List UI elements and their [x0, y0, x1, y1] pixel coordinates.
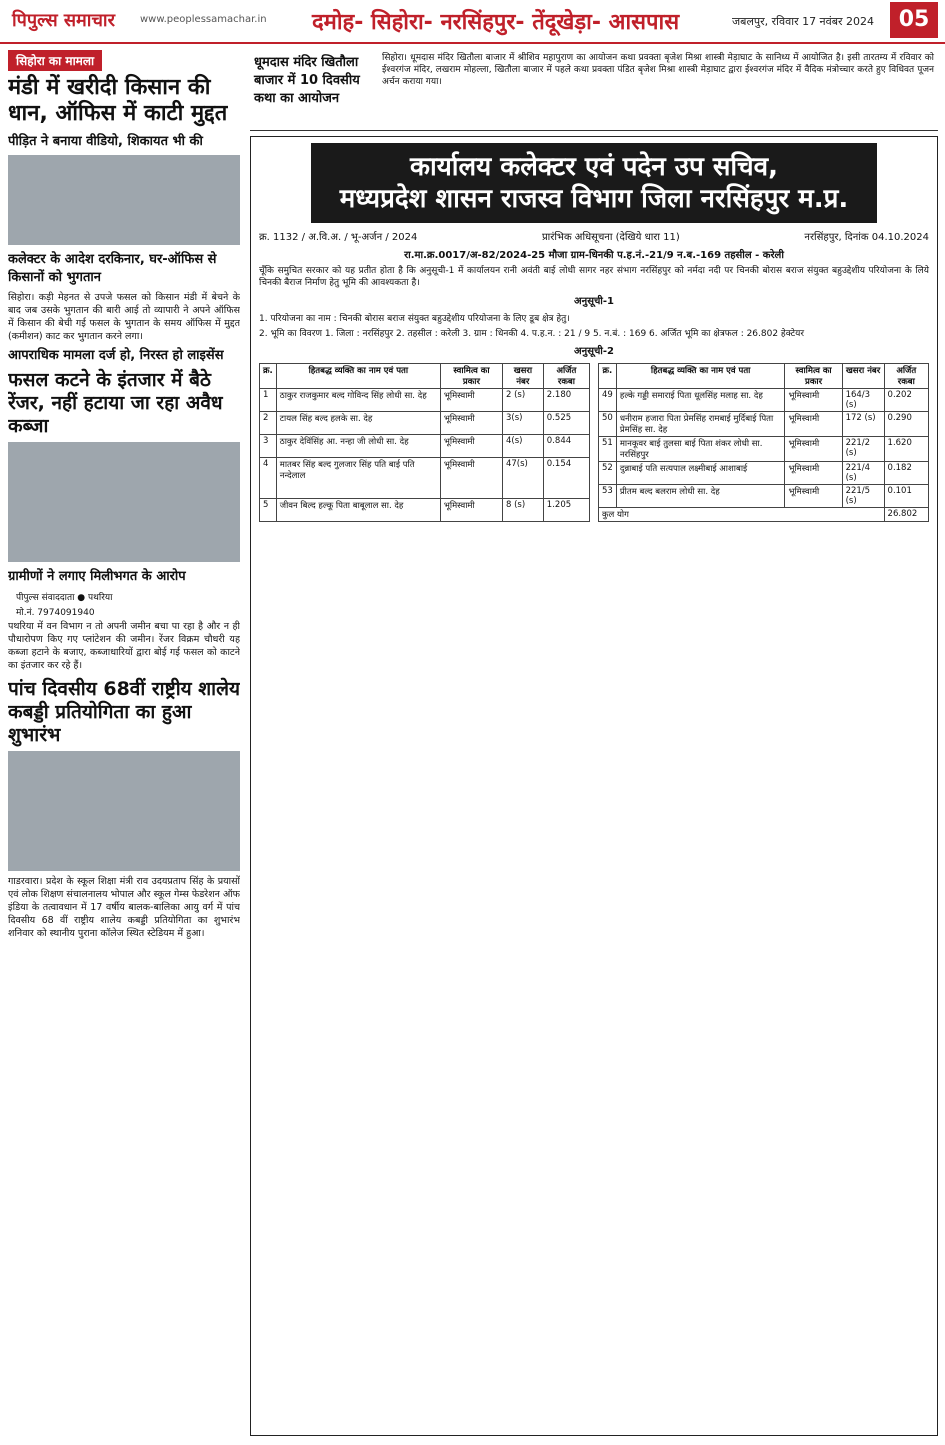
- table-cell: 0.182: [884, 462, 928, 485]
- notice-ref: क्र. 1132 / अ.वि.अ. / भू-अर्जन / 2024: [259, 232, 418, 243]
- table-cell: 2.180: [543, 389, 589, 412]
- table-cell: 2: [260, 411, 277, 434]
- temple-title: धूमदास मंदिर खितौला बाजार में 10 दिवसीय कथा का आयोजन: [254, 55, 360, 106]
- table-cell: जीवन बिल्द हल्कू पिता बाबूलाल सा. देह: [276, 499, 440, 522]
- table-cell: मानकूवर बाई तुलसा बाई पिता शंकर लोधी सा. नरसिंहपुर: [616, 437, 785, 462]
- table-cell: मातबर सिंह बल्द गुलजार सिंह पति बाई पति नन्देलाल: [276, 457, 440, 498]
- page-number: 05: [890, 2, 938, 38]
- table-cell: 221/5 (s): [842, 485, 884, 508]
- table-cell: 164/3 (s): [842, 389, 884, 412]
- table-cell: हल्के गड्डी समाराई पिता धूलसिंह मलाह सा. देह: [616, 389, 785, 412]
- land-line: 2. भूमि का विवरण 1. जिला : नरसिंहपुर 2. तहसील : करेली 3. ग्राम : धिनकी 4. प.ह.न. : 21 / 9 5. न.बं. : 169 6. अर्जित भूमि का क्षेत्रफल : 26.802 हेक्टेयर: [259, 329, 805, 339]
- schedule-tables: [251, 363, 937, 522]
- table-cell: 52: [599, 462, 617, 485]
- table-cell: भूमिस्वामी: [785, 389, 842, 412]
- table-cell: 0.202: [884, 389, 928, 412]
- notice-place-date: नरसिंहपुर, दिनांक 04.10.2024: [804, 232, 929, 243]
- table-cell: 0.525: [543, 411, 589, 434]
- section-title: दमोह- सिहोरा- नरसिंहपुर- तेंदूखेड़ा- आसपास: [312, 10, 680, 35]
- total-row: [599, 508, 929, 522]
- table-cell: 47(s): [502, 457, 543, 498]
- table-row: [260, 499, 590, 522]
- table-row: [599, 437, 929, 462]
- table-cell: भूमिस्वामी: [440, 457, 502, 498]
- table-cell: भूमिस्वामी: [785, 412, 842, 437]
- story3-headline: पांच दिवसीय 68वीं राष्ट्रीय शालेय कबड्डी प्रतियोगिता का हुआ शुभारंभ: [8, 678, 240, 746]
- col-header: स्वामित्व का प्रकार: [785, 364, 842, 389]
- notice-title-banner: [311, 143, 877, 223]
- temple-body: सिहोरा। धूमदास मंदिर खितौला बाजार में श्रीशिव महापुराण का आयोजन कथा प्रवक्ता बृजेश मिश्रा शास्त्री मेड़ाघाट के सानिध्य में आयोजित है। इसी तारतम्य में रविवार को ईश्वरगंज मंदिर, लखराम मोहल्ला, खितौला बाजार में पहले कथा प्रवक्ता पंडित बृजेश मिश्रा शास्त्री मेड़ाघाट द्वारा ईश्वरगंज मंदिर में वैदिक मंत्रोच्चार करते हुए विधिवत पूजन अर्चन कराया गया।: [382, 53, 934, 87]
- col-header: क्र.: [260, 364, 277, 389]
- table-cell: भूमिस्वामी: [440, 389, 502, 412]
- col-header: हितबद्ध व्यक्ति का नाम एवं पता: [616, 364, 785, 389]
- table-cell: 8 (s): [502, 499, 543, 522]
- table-cell: धनीराम हजारा पिता प्रेमसिंह रामबाई मुर्दिबाई पिता प्रेमसिंह सा. देह: [616, 412, 785, 437]
- table-cell: 4(s): [502, 434, 543, 457]
- story2-headline: फसल कटने के इंतजार में बैठे रेंजर, नहीं हटाया जा रहा अवैध कब्जा: [8, 369, 223, 437]
- story3-photo: [8, 751, 240, 871]
- story1-tag: सिहोरा का मामला: [8, 50, 102, 71]
- schedule1-label: अनुसूची-1: [574, 296, 614, 307]
- table-cell: 2 (s): [502, 389, 543, 412]
- left-column: [8, 50, 240, 1435]
- table-cell: प्रीतम बल्द बलराम लोधी सा. देह: [616, 485, 785, 508]
- story2-byline: पीपुल्स संवाददाता ● पथरिया: [16, 593, 113, 603]
- table-row: [599, 389, 929, 412]
- story1-subhead: पीड़ित ने बनाया वीडियो, शिकायत भी की: [8, 134, 203, 149]
- table-cell: 4: [260, 457, 277, 498]
- table-row: [599, 485, 929, 508]
- table-cell: 53: [599, 485, 617, 508]
- table-cell: ठाकुर राजकुमार बल्द गोविन्द सिंह लोधी सा. देह: [276, 389, 440, 412]
- table-cell: 3: [260, 434, 277, 457]
- table-row: [599, 462, 929, 485]
- table-row: [260, 434, 590, 457]
- schedule2-label: अनुसूची-2: [574, 346, 614, 357]
- table-cell: 172 (s): [842, 412, 884, 437]
- table-cell: भूमिस्वामी: [440, 434, 502, 457]
- story2-body: पथरिया में वन विभाग न तो अपनी जमीन बचा पा रहा है और न ही पौधारोपण किए गए प्लांटेशन की जमीन। रेंजर विक्रम चौधरी यह कब्जा हटाने के बजाए, कब्जाधारियों द्वारा बोई गई फसल को काटने का इंतजार कर रहे हैं।: [8, 621, 240, 671]
- table-row: [260, 411, 590, 434]
- issue-date: जबलपुर, रविवार 17 नवंबर 2024: [732, 15, 875, 28]
- table-cell: 49: [599, 389, 617, 412]
- table-cell: ठाकुर देविंसिंह आ. नन्हा जी लोधी सा. देह: [276, 434, 440, 457]
- table-cell: 1: [260, 389, 277, 412]
- story1-body: सिहोरा। कड़ी मेहनत से उपजे फसल को किसान मंडी में बेचने के बाद जब उसके भुगतान की बारी आई तो व्यापारी ने अपने ऑफिस में किसान की बेची गई फसल के भुगतान के समय ऑफिस में मुद्दत (कमीशन) काट कर भुगतान करने लगा।: [8, 292, 240, 342]
- story1-photo: [8, 155, 240, 245]
- table-cell: 5: [260, 499, 277, 522]
- table-cell: 1.205: [543, 499, 589, 522]
- table-header-row: [599, 364, 929, 389]
- table-cell: भूमिस्वामी: [440, 499, 502, 522]
- notice-intro: चूँकि समुचित सरकार को यह प्रतीत होता है कि अनुसूची-1 में कार्यालयन रानी अवंती बाई लोधी सागर नहर संभाग नरसिंहपुर को नर्मदा नदी पर चिनकी बोरास बराज संयुक्त बहुउद्देशीय परियोजना के लिये चिनकी बैराज निर्माण हेतु भूमि की आवश्यकता है।: [259, 266, 929, 288]
- masthead: [0, 0, 945, 44]
- table-cell: 0.101: [884, 485, 928, 508]
- table-cell: 1.620: [884, 437, 928, 462]
- notice-title-line1: कार्यालय कलेक्टर एवं पदेन उप सचिव,: [410, 152, 778, 182]
- story3-body: गाडरवारा। प्रदेश के स्कूल शिक्षा मंत्री राव उदयप्रताप सिंह के प्रयासों एवं लोक शिक्षण संचालनालय भोपाल और स्कूल गेम्स फेडरेशन ऑफ इंडिया के तत्वावधान में 17 वर्षीय बालक-बालिका आयु वर्ग में पांच दिवसीय 68 वीं राष्ट्रीय शालेय कबड्डी प्रतियोगिता का शुभारंभ शनिवार को स्थानीय पुराना कॉलेज स्थित स्टेडियम में हुआ।: [8, 876, 240, 939]
- table-cell: भूमिस्वामी: [785, 437, 842, 462]
- total-label: कुल योग: [599, 508, 885, 522]
- table-header-row: [260, 364, 590, 389]
- table-cell: 221/4 (s): [842, 462, 884, 485]
- notice-title-line2: मध्यप्रदेश शासन राजस्व विभाग जिला नरसिंहपुर म.प्र.: [339, 184, 849, 214]
- col-header: हितबद्ध व्यक्ति का नाम एवं पता: [276, 364, 440, 389]
- story2-photo: [8, 442, 240, 562]
- table-cell: भूमिस्वामी: [440, 411, 502, 434]
- schedule-table-right: [598, 363, 929, 522]
- notice-meta-row: [251, 229, 937, 243]
- table-row: [260, 389, 590, 412]
- table-cell: टायल सिंह बल्द हलके सा. देह: [276, 411, 440, 434]
- table-cell: दुन्नाबाई पति सत्यपाल लक्ष्मीबाई आशाबाई: [616, 462, 785, 485]
- story1-sub2: आपराधिक मामला दर्ज हो, निरस्त हो लाइसेंस: [8, 348, 224, 363]
- col-header: क्र.: [599, 364, 617, 389]
- table-cell: 50: [599, 412, 617, 437]
- table-row: [260, 457, 590, 498]
- notice-kind: प्रारंभिक अधिसूचना (देखिये धारा 11): [541, 232, 680, 243]
- table-cell: 3(s): [502, 411, 543, 434]
- table-cell: भूमिस्वामी: [785, 462, 842, 485]
- table-cell: 221/2 (s): [842, 437, 884, 462]
- notice-case-line: रा.मा.क्र.0017/अ-82/2024-25 मौजा ग्राम-धिनकी प.ह.नं.-21/9 न.ब.-169 तहसील - करेली: [404, 250, 784, 261]
- site-url: www.peoplessamachar.in: [140, 14, 267, 25]
- table-cell: भूमिस्वामी: [785, 485, 842, 508]
- table-cell: 0.154: [543, 457, 589, 498]
- temple-brief: [250, 50, 938, 131]
- story1-headline: मंडी में खरीदी किसान की धान, ऑफिस में काटी मुद्दत: [8, 75, 228, 126]
- story2-subhead: ग्रामीणों ने लगाए मिलीभगत के आरोप: [8, 569, 186, 584]
- col-header: खसरा नंबर: [502, 364, 543, 389]
- story2-mobile: मो.नं. 7974091940: [16, 608, 95, 618]
- project-line: 1. परियोजना का नाम : चिनकी बोरास बराज संयुक्त बहुउद्देशीय परियोजना के लिए डूब क्षेत्र हेतु।: [259, 314, 570, 324]
- gazette-notice: [250, 136, 938, 1436]
- table-cell: 0.290: [884, 412, 928, 437]
- schedule-table-left: [259, 363, 590, 522]
- table-cell: 0.844: [543, 434, 589, 457]
- col-header: अर्जित रकबा: [884, 364, 928, 389]
- story1-box-title: कलेक्टर के आदेश दरकिनार, घर-ऑफिस से किसानों को भुगतान: [8, 252, 217, 285]
- table-cell: 51: [599, 437, 617, 462]
- col-header: स्वामित्व का प्रकार: [440, 364, 502, 389]
- table-row: [599, 412, 929, 437]
- total-value: 26.802: [884, 508, 928, 522]
- brand-logo: पिपुल्स समाचार: [12, 10, 115, 31]
- col-header: अर्जित रकबा: [543, 364, 589, 389]
- col-header: खसरा नंबर: [842, 364, 884, 389]
